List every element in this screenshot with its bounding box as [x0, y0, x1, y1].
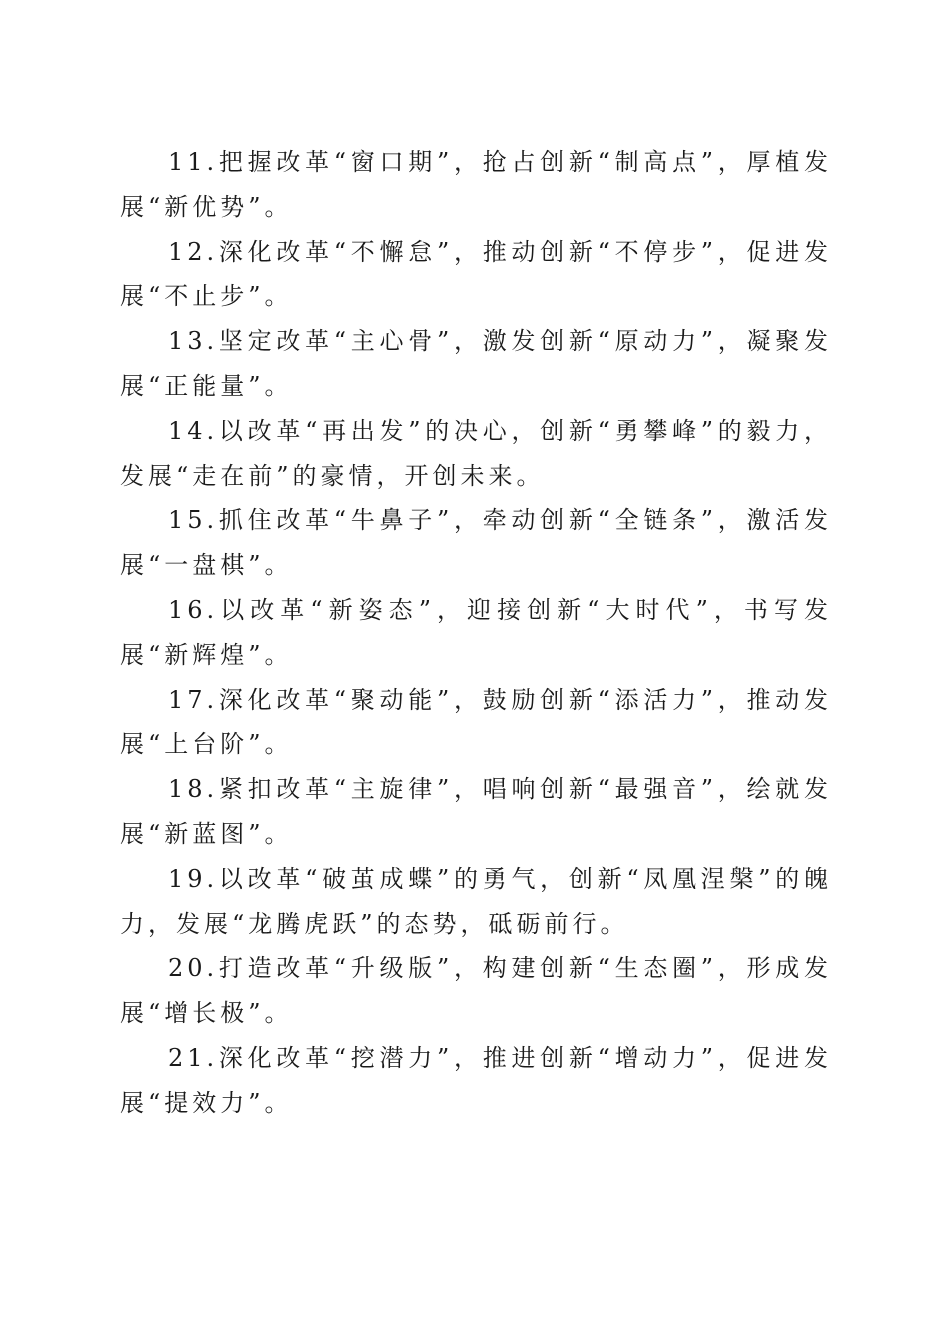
paragraph-21: 21.深化改革“挖潜力”，推进创新“增动力”，促进发展“提效力”。 — [120, 1043, 832, 1117]
paragraph-18: 18.紧扣改革“主旋律”，唱响创新“最强音”，绘就发展“新蓝图”。 — [120, 775, 832, 848]
paragraph-14: 14.以改革“再出发”的决心，创新“勇攀峰”的毅力，发展“走在前”的豪情，开创未来。 — [120, 416, 832, 490]
paragraph-11: 11.把握改革“窗口期”，抢占创新“制高点”，厚植发展“新优势”。 — [120, 148, 832, 221]
paragraph-16: 16.以改革“新姿态”，迎接创新“大时代”，书写发展“新辉煌”。 — [120, 595, 832, 669]
paragraph-17: 17.深化改革“聚动能”，鼓励创新“添活力”，推动发展“上台阶”。 — [120, 685, 832, 759]
paragraph-15: 15.抓住改革“牛鼻子”，牵动创新“全链条”，激活发展“一盘棋”。 — [120, 506, 832, 580]
paragraph-12: 12.深化改革“不懈怠”，推动创新“不停步”，促进发展“不止步”。 — [120, 237, 832, 311]
paragraph-13: 13.坚定改革“主心骨”，激发创新“原动力”，凝聚发展“正能量”。 — [120, 327, 832, 400]
paragraph-20: 20.打造改革“升级版”，构建创新“生态圈”，形成发展“增长极”。 — [120, 954, 832, 1028]
document-body — [120, 140, 832, 1126]
paragraph-19: 19.以改革“破茧成蝶”的勇气，创新“凤凰涅槃”的魄力，发展“龙腾虎跃”的态势，砥砺前行。 — [120, 864, 832, 938]
